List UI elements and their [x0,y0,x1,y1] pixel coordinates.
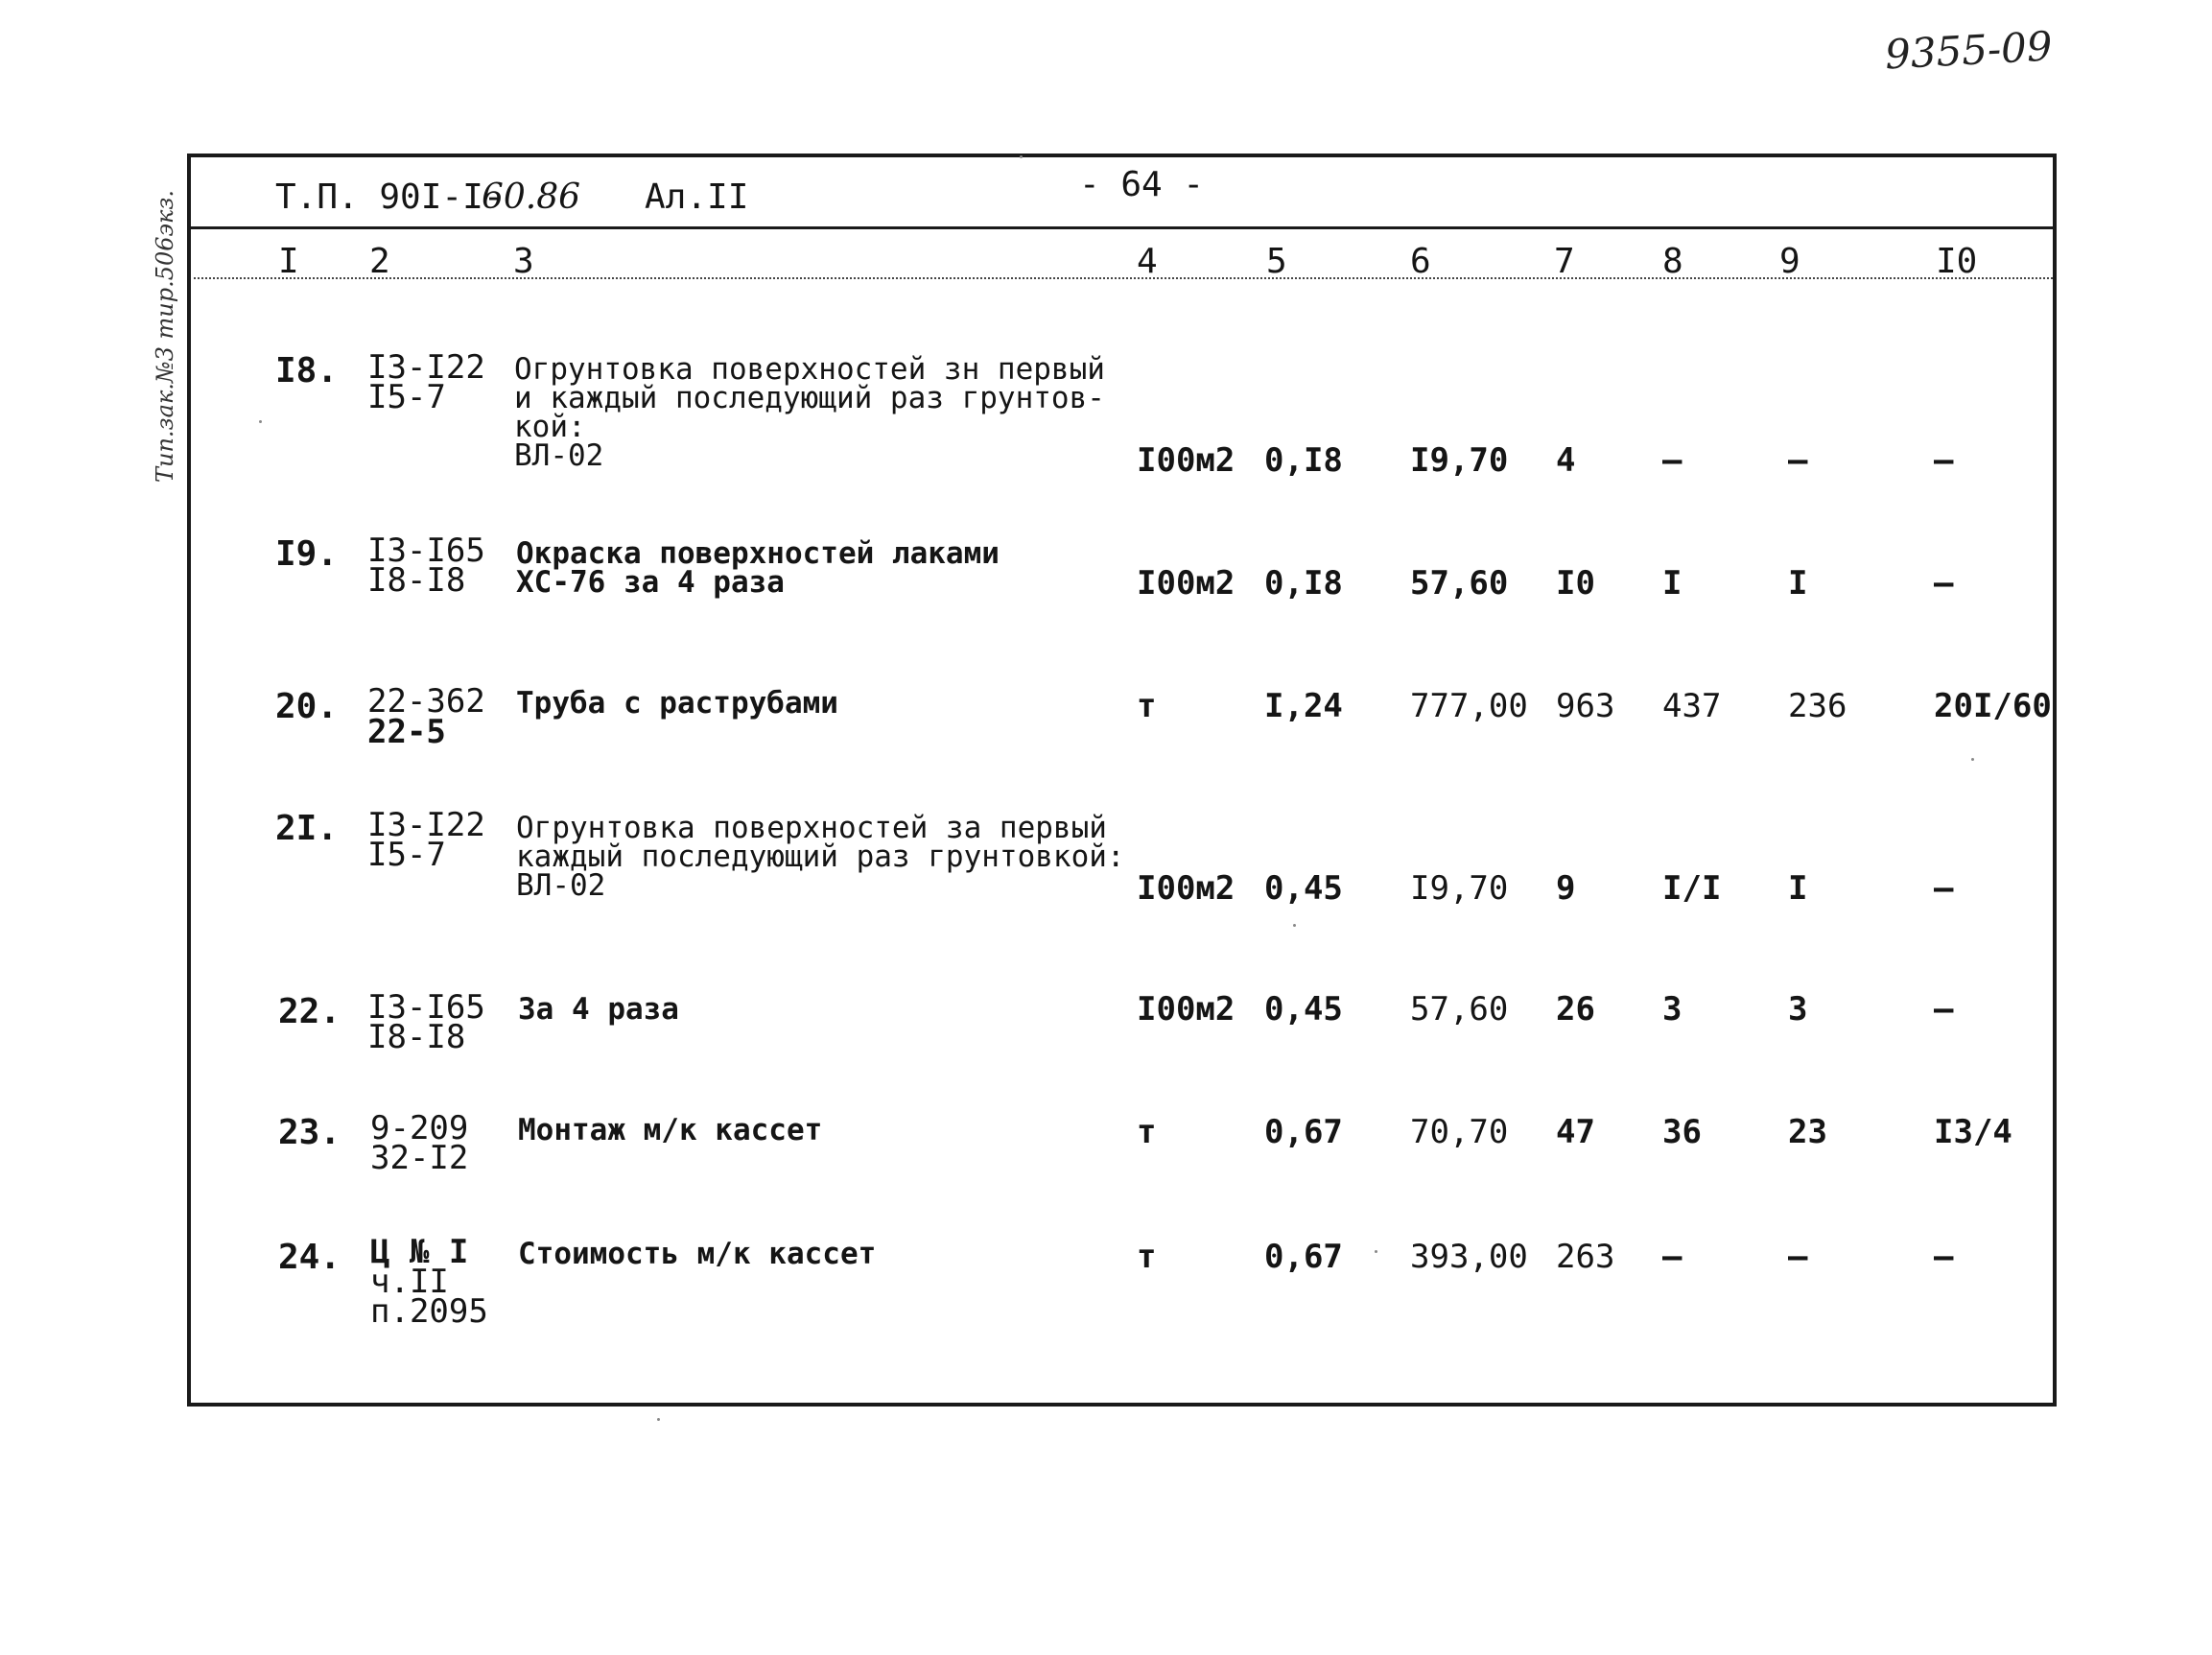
col7-cell: 963 [1556,687,1615,725]
col9-cell: 236 [1788,687,1847,725]
work-description: Монтаж м/к кассет [518,1113,823,1147]
norm-code: I3-I22 [367,806,485,844]
unit-cell: т [1137,1238,1157,1276]
col8-cell: – [1662,1238,1683,1276]
row-number: I9. [275,534,339,574]
col8-cell: I/I [1662,869,1722,908]
row-number: 20. [275,687,339,726]
scan-speck [1971,758,1974,761]
unit-price-cell: I9,70 [1410,869,1509,908]
column-number: I0 [1936,242,1978,281]
unit-cell: I00м2 [1137,869,1235,908]
scan-speck [1293,924,1296,927]
scan-speck [259,420,262,423]
column-number: 4 [1137,242,1158,281]
column-number: 2 [369,242,390,281]
column-number: 8 [1662,242,1683,281]
work-description: ХС-76 за 4 раза [516,565,785,600]
col8-cell: I [1662,564,1683,603]
column-number: 6 [1410,242,1431,281]
work-description: Огрунтовка поверхностей зн первый [514,352,1105,387]
scan-speck [1375,1250,1377,1253]
row-number: 22. [278,992,341,1031]
unit-cell: I00м2 [1137,564,1235,603]
row-number: I8. [275,351,339,390]
col7-cell: 9 [1556,869,1576,908]
col8-cell: – [1662,441,1683,480]
column-numbers-rule [194,277,2053,279]
column-number: 3 [513,242,534,281]
col8-cell: 437 [1662,687,1722,725]
norm-code: 22-5 [367,713,446,751]
unit-price-cell: 393,00 [1410,1238,1528,1276]
row-number: 24. [278,1238,341,1277]
project-code: 60.86 [482,177,581,217]
norm-code: I5-7 [367,836,446,874]
norm-code: 9-209 [370,1109,469,1147]
col10-cell: – [1934,564,1954,603]
column-number: I [278,242,299,281]
norm-code: 22-362 [367,682,485,721]
column-number: 9 [1779,242,1800,281]
unit-price-cell: 777,00 [1410,687,1528,725]
quantity-cell: 0,I8 [1264,564,1343,603]
unit-price-cell: 57,60 [1410,990,1509,1028]
scan-speck [1020,155,1023,158]
col9-cell: – [1788,441,1808,480]
work-description: Стоимость м/к кассет [518,1237,877,1271]
work-description: Окраска поверхностей лаками [516,536,1000,571]
scan-speck [657,1418,660,1421]
col10-cell: 20I/60 [1934,687,2052,725]
norm-code: Ц № I [370,1233,469,1271]
unit-price-cell: 70,70 [1410,1113,1509,1151]
work-description: Труба с раструбами [516,686,838,721]
print-order-note-text: Тип.зак.№3 тир.506экз. [152,189,178,483]
series-label: Т.П. 90I-I- [275,177,505,217]
quantity-cell: 0,45 [1264,990,1343,1028]
norm-code: I5-7 [367,378,446,416]
col8-cell: 3 [1662,990,1683,1028]
work-description: За 4 раза [518,992,679,1027]
norm-code: I3-I22 [367,348,485,387]
page-number: - 64 - [1079,165,1205,204]
col8-cell: 36 [1662,1113,1702,1151]
col9-cell: 23 [1788,1113,1827,1151]
album-label: Ал.II [645,177,749,217]
unit-cell: I00м2 [1137,990,1235,1028]
col10-cell: – [1934,1238,1954,1276]
col9-cell: – [1788,1238,1808,1276]
norm-code: 32-I2 [370,1139,469,1177]
unit-cell: I00м2 [1137,441,1235,480]
column-number: 7 [1554,242,1575,281]
norm-code: I8-I8 [367,561,466,600]
col9-cell: 3 [1788,990,1808,1028]
norm-code: I3-I65 [367,988,485,1027]
norm-code: I8-I8 [367,1018,466,1056]
work-description: каждый последующий раз грунтовкой: [516,839,1125,874]
col9-cell: I [1788,869,1808,908]
unit-price-cell: 57,60 [1410,564,1509,603]
quantity-cell: 0,I8 [1264,441,1343,480]
norm-code: ч.II [370,1263,449,1301]
norm-code: п.2095 [370,1292,488,1331]
quantity-cell: 0,67 [1264,1113,1343,1151]
col10-cell: – [1934,441,1954,480]
col7-cell: 4 [1556,441,1576,480]
unit-cell: т [1137,1113,1157,1151]
col9-cell: I [1788,564,1808,603]
unit-cell: т [1137,687,1157,725]
norm-code: I3-I65 [367,532,485,570]
col10-cell: – [1934,869,1954,908]
work-description: кой: [514,410,586,444]
row-number: 23. [278,1113,341,1152]
work-description: и каждый последующий раз грунтов- [514,381,1105,415]
archive-number-note: 9355-09 [1883,22,2054,79]
work-description: ВЛ-02 [514,438,604,473]
col7-cell: 263 [1556,1238,1615,1276]
col7-cell: 47 [1556,1113,1595,1151]
col7-cell: 26 [1556,990,1595,1028]
work-description: ВЛ-02 [516,868,606,903]
quantity-cell: I,24 [1264,687,1343,725]
header-rule [187,226,2057,229]
col10-cell: I3/4 [1934,1113,2012,1151]
quantity-cell: 0,45 [1264,869,1343,908]
row-number: 2I. [275,809,339,848]
unit-price-cell: I9,70 [1410,441,1509,480]
print-order-note [125,161,178,487]
table-frame [187,154,2057,1407]
col10-cell: – [1934,990,1954,1028]
col7-cell: I0 [1556,564,1595,603]
column-number: 5 [1266,242,1287,281]
quantity-cell: 0,67 [1264,1238,1343,1276]
work-description: Огрунтовка поверхностей за первый [516,811,1107,845]
